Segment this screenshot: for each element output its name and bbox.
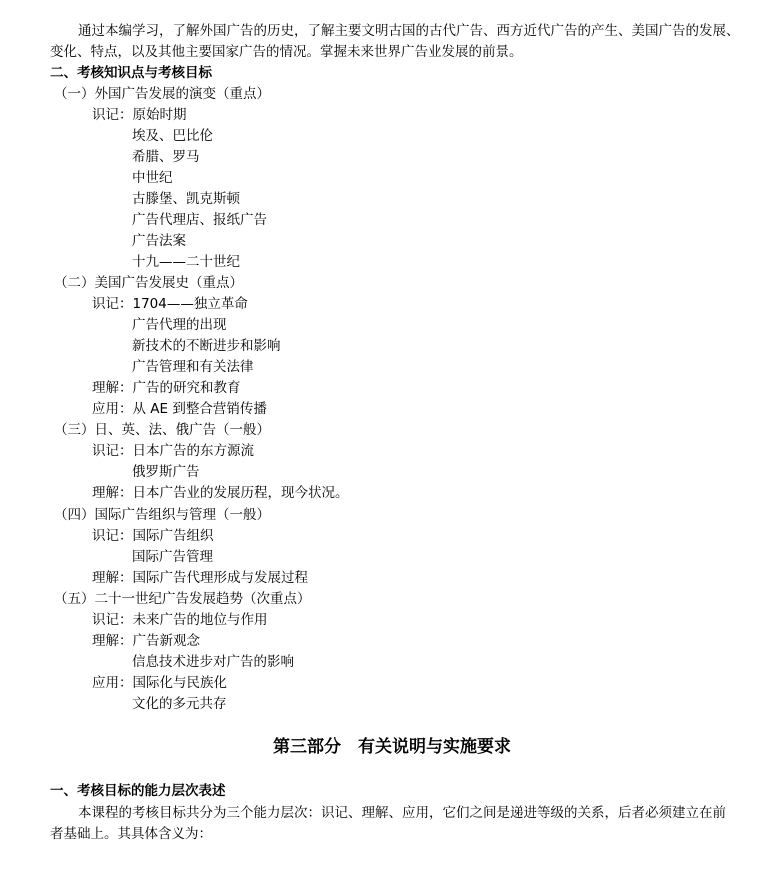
list-item: 理解：广告新观念 bbox=[92, 633, 200, 649]
subsection-title: （四）国际广告组织与管理（一般） bbox=[54, 507, 270, 523]
section-heading: 二、考核知识点与考核目标 bbox=[50, 65, 212, 81]
list-item: 信息技术进步对广告的影响 bbox=[132, 654, 294, 670]
list-item: 识记：日本广告的东方源流 bbox=[92, 443, 254, 459]
list-item: 古滕堡、凯克斯顿 bbox=[132, 191, 240, 207]
list-item: 广告代理的出现 bbox=[132, 317, 227, 333]
list-item: 识记：1704——独立革命 bbox=[92, 296, 248, 312]
list-item: 广告代理店、报纸广告 bbox=[132, 212, 267, 228]
subsection-title: （五）二十一世纪广告发展趋势（次重点） bbox=[54, 591, 311, 607]
list-item: 新技术的不断进步和影响 bbox=[132, 338, 281, 354]
intro-line-2: 变化、特点，以及其他主要国家广告的情况。掌握未来世界广告业发展的前景。 bbox=[50, 44, 523, 60]
list-item: 理解：广告的研究和教育 bbox=[92, 380, 241, 396]
list-item: 广告法案 bbox=[132, 233, 186, 249]
list-item: 中世纪 bbox=[132, 170, 173, 186]
list-item: 广告管理和有关法律 bbox=[132, 359, 254, 375]
list-item: 应用：从 AE 到整合营销传播 bbox=[92, 401, 267, 417]
list-item: 十九——二十世纪 bbox=[132, 254, 240, 270]
intro-line-1: 通过本编学习，了解外国广告的历史，了解主要文明古国的古代广告、西方近代广告的产生、美国广告的发展、 bbox=[78, 23, 740, 39]
list-item: 应用：国际化与民族化 bbox=[92, 675, 227, 691]
list-item: 埃及、巴比伦 bbox=[132, 128, 213, 144]
list-item: 识记：国际广告组织 bbox=[92, 528, 214, 544]
list-item: 识记：原始时期 bbox=[92, 107, 187, 123]
list-item: 文化的多元共存 bbox=[132, 696, 227, 712]
paragraph-line-2: 者基础上。其具体含义为： bbox=[50, 826, 212, 842]
subsection-title: （一）外国广告发展的演变（重点） bbox=[54, 86, 270, 102]
list-item: 希腊、罗马 bbox=[132, 149, 200, 165]
section-heading: 一、考核目标的能力层次表述 bbox=[50, 783, 226, 799]
part-title: 第三部分 有关说明与实施要求 bbox=[273, 737, 511, 757]
list-item: 识记：未来广告的地位与作用 bbox=[92, 612, 268, 628]
subsection-title: （二）美国广告发展史（重点） bbox=[54, 275, 243, 291]
list-item: 国际广告管理 bbox=[132, 549, 213, 565]
list-item: 理解：国际广告代理形成与发展过程 bbox=[92, 570, 308, 586]
subsection-title: （三）日、英、法、俄广告（一般） bbox=[54, 422, 270, 438]
paragraph-line-1: 本课程的考核目标共分为三个能力层次：识记、理解、应用，它们之间是递进等级的关系，后者必须建立在前 bbox=[78, 805, 726, 821]
list-item: 俄罗斯广告 bbox=[132, 464, 200, 480]
list-item: 理解：日本广告业的发展历程，现今状况。 bbox=[92, 485, 349, 501]
